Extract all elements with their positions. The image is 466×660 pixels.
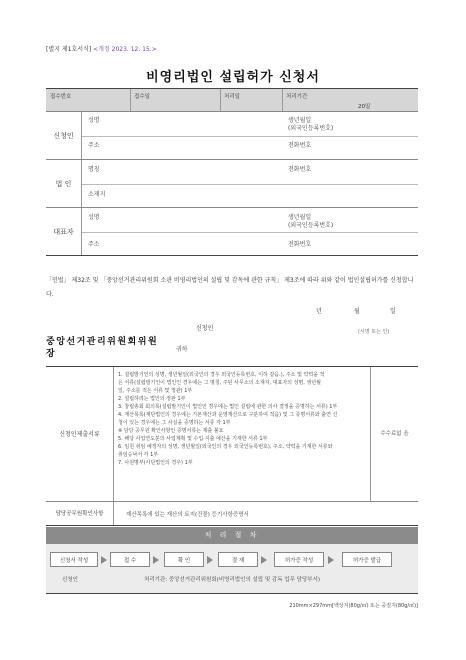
procedure-step: 신청서 작성 (50, 552, 98, 567)
representative-section (46, 208, 418, 256)
form-revision: <개정 2023. 12. 15.> (93, 46, 157, 53)
arrow-right-icon (261, 556, 267, 564)
arrow-right-icon (207, 556, 213, 564)
representative-address-label: 주소 (88, 241, 100, 248)
procedure-step: 결 재 (218, 552, 258, 567)
representative-phone-label: 전화번호 (288, 241, 312, 248)
verification-section (46, 502, 418, 526)
list-item: 일, 주소를 적은 서류 및 정관) 1부 (118, 388, 193, 394)
procedure-step: 허가증 작성 (274, 552, 324, 567)
list-item: 청이 있는 경우에는 그 사실을 증명하는 서류 각 1부 (118, 420, 231, 426)
signature-applicant-label: 신청인 (196, 325, 214, 332)
applicant-address-label: 주소 (88, 142, 100, 149)
form-number: [별지 제1호서식] <개정 2023. 12. 15.> (46, 46, 157, 53)
procedure-applicant: 신청인 (62, 577, 78, 583)
applicant-name-label: 성명 (88, 117, 100, 124)
list-item: 4. 재산목록(재단법인의 경우에는 기본재산과 운영재산으로 구분하여 적음) 및 그 증명서류와 출연 신 (118, 412, 338, 418)
corporation-name-label: 명칭 (88, 166, 100, 173)
process-period-value: 20일 (358, 104, 371, 110)
procedure-step: 접 수 (110, 552, 150, 567)
list-item: 6. 임원 취임 예정자의 성명, 생년월일(외국인의 경우 외국인등록번호), 주소, 약력을 기재한 서류와 (118, 444, 333, 450)
addressee-line-2: 장 (46, 349, 55, 359)
documents-section (46, 366, 418, 502)
fee-cell: 수수료 없 음 (370, 367, 418, 501)
receipt-date-label: 접수일 (134, 94, 150, 100)
arrow-right-icon (153, 556, 159, 564)
applicant-birth-sub: (외국인등록번호) (288, 125, 334, 132)
list-item: 은 서류(설립발기인이 법인인 경우에는 그 명칭, 주된 사무소의 소재지, 대표자의 성명, 생년월 (118, 380, 321, 386)
list-item: 7. 사원명부(사단법인의 경우) 1부 (118, 460, 193, 466)
signature-note: (서명 또는 인) (358, 329, 390, 335)
arrow-right-icon (328, 556, 334, 564)
procedure-agency: 처리기관: 중앙선거관리위원회(비영리법인의 설립 및 감독 업무 담당부서) (144, 577, 321, 583)
verification-value: 재산목록에 있는 재산의 토지(건물) 등기사항증명서 (126, 512, 249, 518)
page-title: 비영리법인 설립허가 신청서 (146, 70, 320, 85)
corporation-phone-label: 전화번호 (288, 166, 312, 173)
honorific: 귀하 (176, 346, 188, 353)
list-item: 5. 해당 사업연도분의 사업계획 및 수입·지출 예산을 기재한 서류 1부 (118, 436, 268, 442)
applicant-birth-label: 생년월일 (288, 117, 312, 124)
list-item: 1. 설립발기인의 성명, 생년월일(외국인의 경우 외국인등록번호, 이하 같음.), 주소 및 약력을 적 (118, 372, 325, 378)
verification-label: 담당공무원 확인사항 (46, 502, 114, 525)
documents-list (118, 371, 368, 467)
representative-birth-label: 생년월일 (288, 214, 312, 221)
receipt-number-label: 접수번호 (50, 94, 72, 100)
date-day: 일 (390, 308, 396, 315)
procedure-flow (46, 544, 418, 594)
applicant-phone-label: 전화번호 (288, 142, 312, 149)
applicant-section (46, 112, 418, 160)
application-statement: 「민법」 제32조 및 「중앙선거관리위원회 소관 비영리법인의 설립 및 감독에 관한 규칙」 제3조에 따라 위와 같이 법인설립허가를 신청합니다. (46, 277, 414, 298)
applicant-label: 신청인 (46, 112, 82, 159)
corporation-location-label: 소재지 (88, 191, 106, 198)
corporation-section (46, 160, 418, 208)
representative-label: 대표자 (46, 208, 82, 255)
list-item: 3. 창립총회 회의록(설립발기인이 법인인 경우에는 법인 설립에 관한 의사 결정을 증명하는 서류) 1부 (118, 404, 338, 410)
representative-birth-sub: (외국인등록번호) (288, 222, 334, 229)
procedure-step: 허가증 발급 (342, 552, 392, 567)
documents-label: 신청인 제출서류 (46, 367, 114, 501)
list-item: 2. 설립하려는 법인의 정관 1부 (118, 396, 186, 402)
procedure-title: 처 리 절 차 (46, 527, 418, 544)
list-item: 취임승낙서 각 1부 (118, 452, 159, 458)
corporation-label: 법 인 (46, 160, 82, 207)
procedure-step: 확 인 (164, 552, 204, 567)
representative-name-label: 성명 (88, 214, 100, 221)
paper-spec-footer: 210mm×297mm[백상지(80g/㎡) 또는 중질지(80g/㎡)] (289, 603, 418, 609)
arrow-right-icon (101, 556, 107, 564)
date-month: 월 (354, 308, 360, 315)
receipt-bar (46, 88, 418, 112)
date-year: 년 (316, 308, 322, 315)
addressee-line-1: 중앙선거관리위원회위원 (46, 337, 159, 347)
process-date-label: 처리일 (224, 94, 240, 100)
process-period-label: 처리기간 (286, 94, 308, 100)
list-item: ※ 담당 공무원 확인사항인 증명서류는 제출 불요 (118, 428, 224, 434)
